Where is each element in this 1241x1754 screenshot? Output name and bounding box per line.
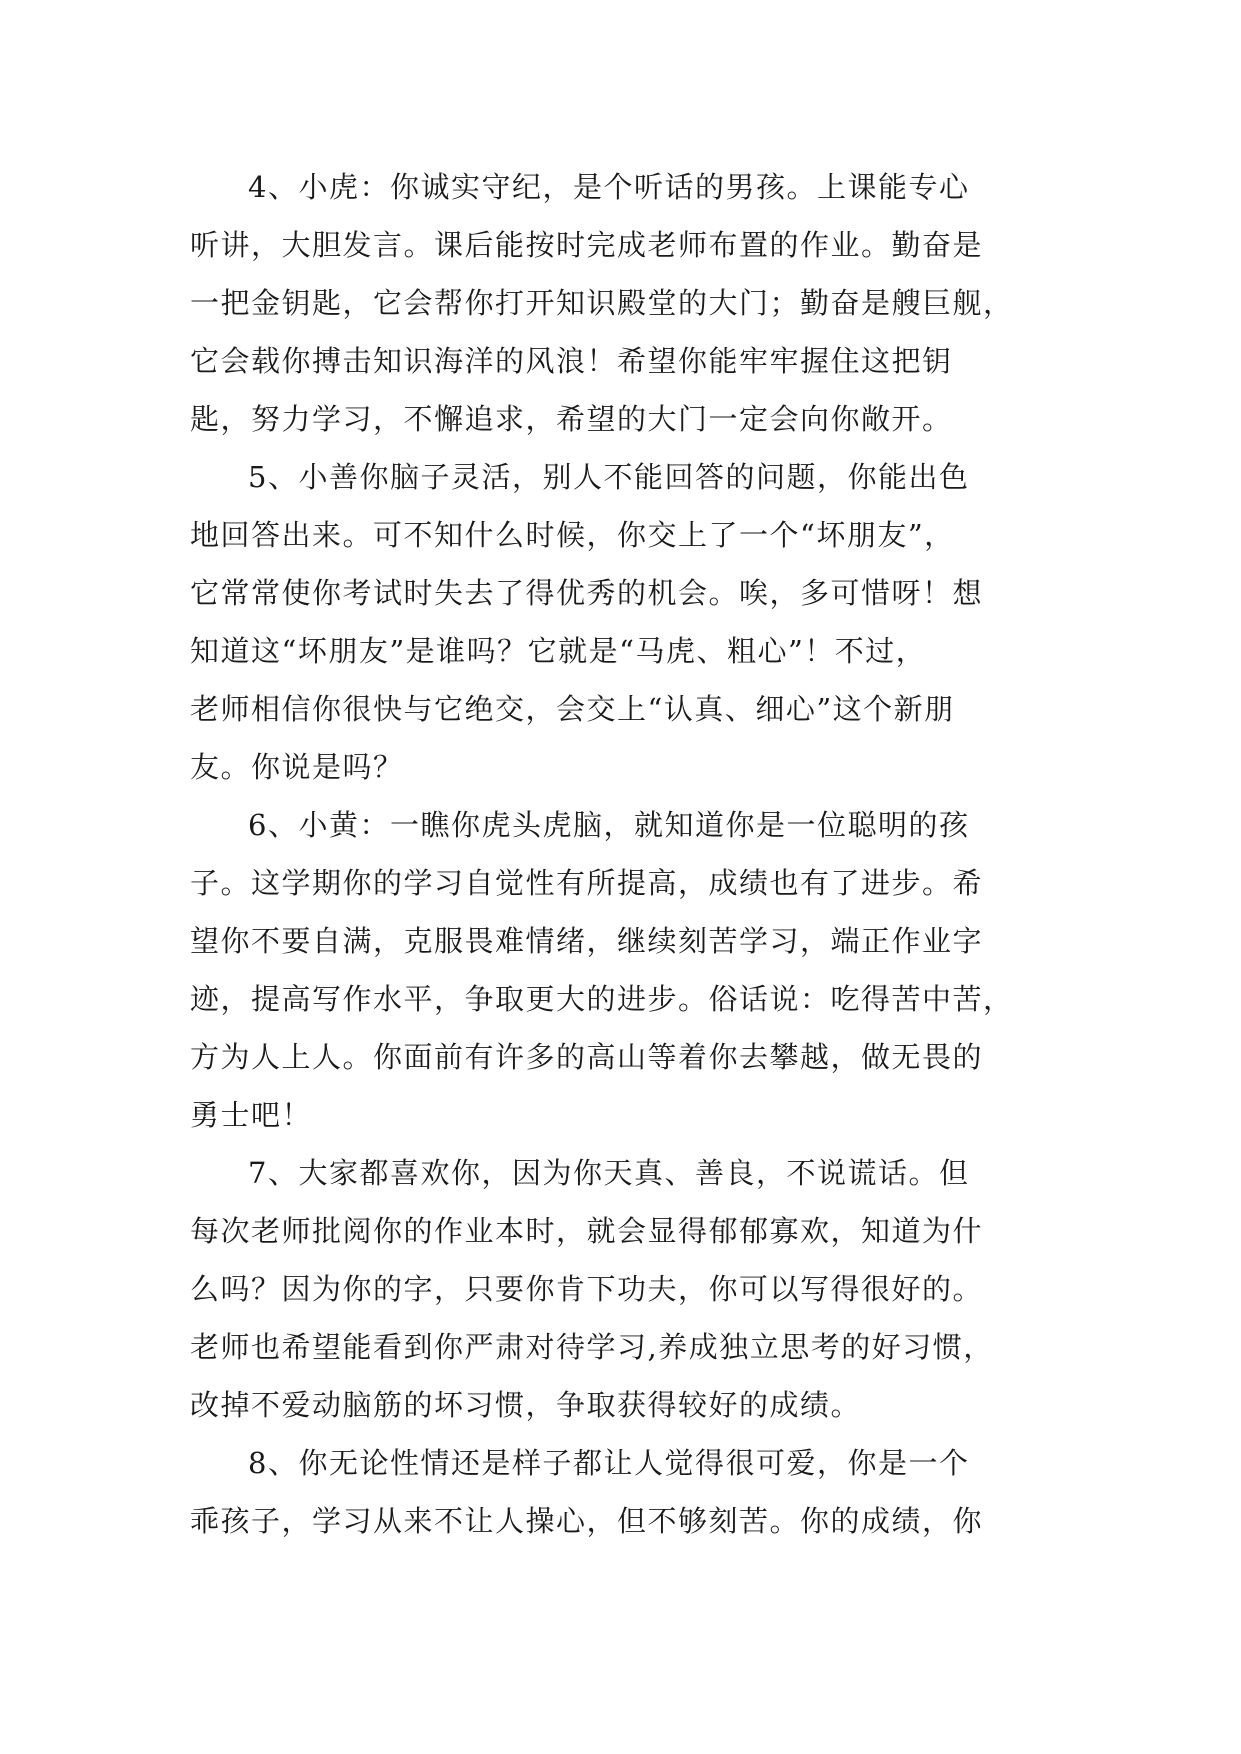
paragraph-line: 友。你说是吗？ bbox=[190, 750, 404, 784]
paragraph-line: 改掉不爱动脑筋的坏习惯，争取获得较好的成绩。 bbox=[190, 1388, 862, 1422]
paragraph-line: 它会载你搏击知识海洋的风浪！希望你能牢牢握住这把钥 bbox=[190, 344, 953, 378]
paragraph-line: 6、小黄：一瞧你虎头虎脑，就知道你是一位聪明的孩 bbox=[248, 808, 970, 842]
paragraph-line: 每次老师批阅你的作业本时，就会显得郁郁寡欢，知道为什 bbox=[190, 1214, 984, 1248]
paragraph-5 bbox=[190, 448, 1052, 796]
paragraph-line: 老师也希望能看到你严肃对待学习,养成独立思考的好习惯， bbox=[190, 1330, 994, 1364]
paragraph-line: 5、小善你脑子灵活，别人不能回答的问题，你能出色 bbox=[248, 460, 970, 494]
paragraph-line: 地回答出来。可不知什么时候，你交上了一个“坏朋友”， bbox=[190, 518, 955, 552]
paragraph-line: 知道这“坏朋友”是谁吗？它就是“马虎、粗心”！不过， bbox=[190, 634, 927, 668]
paragraph-line: 么吗？因为你的字，只要你肯下功夫，你可以写得很好的。 bbox=[190, 1272, 984, 1306]
paragraph-6 bbox=[190, 796, 1052, 1144]
paragraph-line: 老师相信你很快与它绝交，会交上“认真、细心”这个新朋 bbox=[190, 692, 955, 726]
paragraph-line: 8、你无论性情还是样子都让人觉得很可爱，你是一个 bbox=[248, 1446, 970, 1480]
paragraph-line: 勇士吧！ bbox=[190, 1098, 313, 1132]
paragraph-line: 望你不要自满，克服畏难情绪，继续刻苦学习，端正作业字 bbox=[190, 924, 984, 958]
paragraph-line: 迹，提高写作水平，争取更大的进步。俗话说：吃得苦中苦， bbox=[190, 982, 1014, 1016]
paragraph-line: 它常常使你考试时失去了得优秀的机会。唉，多可惜呀！想 bbox=[190, 576, 984, 610]
paragraph-line: 4、小虎：你诚实守纪，是个听话的男孩。上课能专心 bbox=[248, 170, 970, 204]
paragraph-4 bbox=[190, 158, 1052, 448]
paragraph-line: 听讲，大胆发言。课后能按时完成老师布置的作业。勤奋是 bbox=[190, 228, 984, 262]
document-body bbox=[190, 158, 1052, 1550]
paragraph-line: 7、大家都喜欢你，因为你天真、善良，不说谎话。但 bbox=[248, 1156, 970, 1190]
paragraph-8 bbox=[190, 1434, 1052, 1550]
paragraph-line: 乖孩子，学习从来不让人操心，但不够刻苦。你的成绩，你 bbox=[190, 1504, 984, 1538]
paragraph-line: 匙，努力学习，不懈追求，希望的大门一定会向你敞开。 bbox=[190, 402, 953, 436]
paragraph-line: 子。这学期你的学习自觉性有所提高，成绩也有了进步。希 bbox=[190, 866, 984, 900]
paragraph-line: 一把金钥匙，它会帮你打开知识殿堂的大门；勤奋是艘巨舰， bbox=[190, 286, 1014, 320]
paragraph-7 bbox=[190, 1144, 1052, 1434]
paragraph-line: 方为人上人。你面前有许多的高山等着你去攀越，做无畏的 bbox=[190, 1040, 984, 1074]
